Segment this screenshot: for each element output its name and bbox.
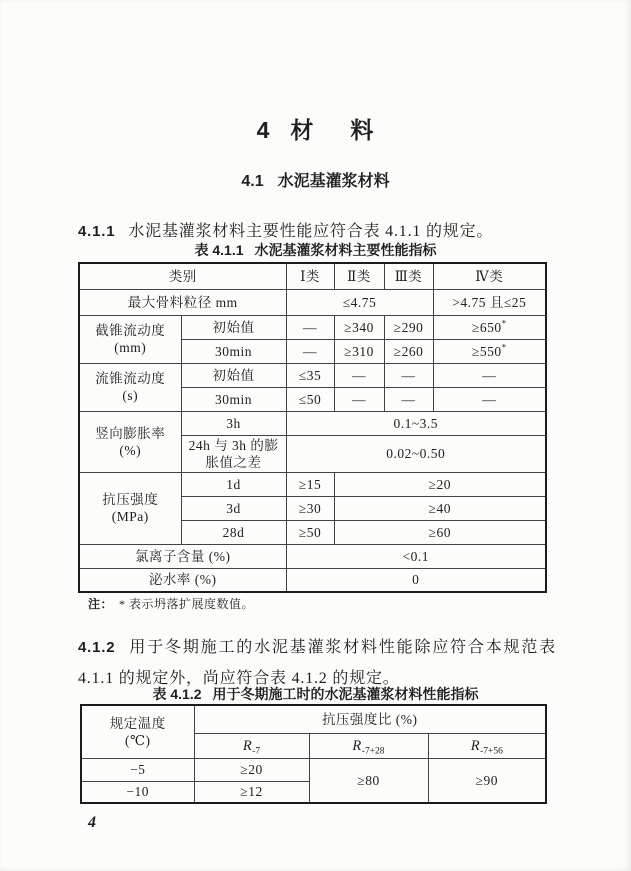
table-row (79, 363, 546, 387)
cell-line: (℃) (124, 732, 151, 748)
t1-cone-initial-c2: ≥340 (334, 315, 384, 339)
table-4-1-1-caption-title: 水泥基灌浆材料主要性能指标 (254, 242, 437, 258)
t1-header-class3: Ⅲ类 (384, 263, 433, 289)
table-4-1-2-caption-label: 表 4.1.2 (152, 686, 202, 702)
table-4-1-1-caption (0, 240, 631, 260)
t2-header-ratio: 抗压强度比 (%) (194, 705, 546, 733)
t1-flow-initial-c3: — (384, 363, 433, 387)
table-4-1-2-caption (0, 684, 631, 704)
t1-strength-28d-rest: ≥60 (334, 520, 546, 544)
t1-cone-initial-c3: ≥290 (384, 315, 433, 339)
r-symbol: R (352, 737, 362, 754)
t1-strength-3d-c1: ≥30 (286, 496, 334, 520)
chapter-title (0, 112, 631, 145)
cell-line: (mm) (114, 340, 147, 355)
t1-expansion-3h-label: 3h (181, 411, 286, 435)
t1-aggregate-label: 最大骨料粒径 mm (79, 289, 286, 315)
t1-cone-initial-c4 (433, 315, 546, 339)
table-row (81, 758, 546, 781)
cell-line: (s) (122, 388, 139, 403)
t1-flow-30min-label: 30min (181, 387, 286, 411)
t1-strength-28d-label: 28d (181, 520, 286, 544)
t1-strength-1d-label: 1d (181, 472, 286, 496)
t1-cone-30min-c3: ≥260 (384, 339, 433, 363)
t1-aggregate-v4: >4.75 且≤25 (433, 289, 546, 315)
t1-cone-30min-c1: — (286, 339, 334, 363)
t1-chloride-label: 氯离子含量 (%) (79, 544, 286, 568)
table-row (79, 263, 546, 289)
t2-header-r7-28 (309, 733, 428, 758)
t1-flow-initial-c1: ≤35 (286, 363, 334, 387)
t1-cone-30min-c4 (433, 339, 546, 363)
r-subscript: -7 (252, 746, 261, 757)
t1-cone-30min-c2: ≥310 (334, 339, 384, 363)
table-4-1-1-note (88, 595, 254, 612)
t1-expansion-24h-label: 24h 与 3h 的膨胀值之差 (181, 435, 286, 472)
t2-merged-r7-56: ≥90 (428, 758, 546, 803)
t1-strength-1d-rest: ≥20 (334, 472, 546, 496)
page-number: 4 (88, 814, 96, 831)
t1-cone-label (79, 315, 181, 363)
t1-chloride-value: <0.1 (286, 544, 546, 568)
cell-line: (%) (119, 442, 142, 458)
t1-flow-30min-c3: — (384, 387, 433, 411)
t1-expansion-24h-value: 0.02~0.50 (286, 435, 546, 472)
t1-cone-initial-c1: — (286, 315, 334, 339)
r-subscript: -7+56 (480, 746, 503, 757)
footnote-marker: * (501, 342, 507, 352)
table-4-1-2-caption-title: 用于冬期施工时的水泥基灌浆材料性能指标 (212, 686, 479, 702)
t1-strength-3d-rest: ≥40 (334, 496, 546, 520)
r-subscript: -7+28 (361, 746, 385, 757)
t1-expansion-label (79, 411, 181, 472)
table-row (79, 472, 546, 496)
section-heading (0, 168, 631, 191)
t1-header-class2: Ⅱ类 (334, 263, 384, 289)
t1-strength-label (79, 472, 181, 544)
t1-flow-label (79, 363, 181, 411)
t2-row2-r7: ≥12 (194, 781, 309, 803)
table-row (79, 411, 546, 435)
note-text: * 表示坍落扩展度数值。 (119, 597, 255, 611)
table-row (79, 315, 546, 339)
chapter-title-word1: 材 (290, 117, 315, 143)
r-symbol: R (242, 737, 253, 754)
table-4-1-2 (80, 704, 547, 804)
t2-header-r7 (194, 733, 309, 758)
table-row (79, 544, 546, 568)
t1-flow-30min-c1: ≤50 (286, 387, 334, 411)
chapter-number: 4 (256, 117, 271, 143)
t1-expansion-3h-value: 0.1~3.5 (286, 411, 546, 435)
section-title: 水泥基灌浆材料 (277, 173, 390, 190)
r-symbol: R (470, 737, 481, 754)
cell-line: 抗压强度 (102, 492, 159, 507)
t2-header-r7-56 (428, 733, 546, 758)
clause-4-1-2-number: 4.1.2 (78, 639, 116, 656)
table-row (79, 289, 546, 315)
clause-4-1-2-text: 用于冬期施工的水泥基灌浆材料性能除应符合本规范表 4.1.1 的规定外，尚应符合表 4.1.2 的规定。 (78, 639, 556, 687)
cell-line: 截锥流动度 (95, 323, 166, 338)
t2-row1-r7: ≥20 (194, 758, 309, 781)
t2-row1-temp: −5 (81, 758, 194, 781)
table-row (81, 705, 546, 733)
t2-merged-r7-28: ≥80 (309, 758, 428, 803)
cell-line: 规定温度 (109, 715, 166, 731)
t1-strength-28d-c1: ≥50 (286, 520, 334, 544)
t1-cone-30min-label: 30min (181, 339, 286, 363)
table-row (79, 568, 546, 592)
cell-value: ≥550 (471, 343, 502, 359)
cell-value: ≥650 (471, 319, 502, 335)
cell-line: 流锥流动度 (95, 371, 166, 386)
t1-bleeding-label: 泌水率 (%) (79, 568, 286, 592)
t1-flow-30min-c4: — (433, 387, 546, 411)
clause-4-1-1-text: 水泥基灌浆材料主要性能应符合表 4.1.1 的规定。 (128, 223, 494, 240)
chapter-title-word2: 料 (350, 117, 375, 143)
t2-row2-temp: −10 (81, 781, 194, 803)
table-4-1-1-caption-label: 表 4.1.1 (194, 242, 244, 258)
table-4-1-1 (78, 262, 547, 593)
t1-aggregate-v123: ≤4.75 (286, 289, 433, 315)
note-label: 注： (88, 597, 114, 611)
t1-header-class4: Ⅳ类 (433, 263, 546, 289)
t1-header-class1: Ⅰ类 (286, 263, 334, 289)
t1-flow-30min-c2: — (334, 387, 384, 411)
cell-line: (MPa) (111, 509, 149, 524)
t1-flow-initial-c2: — (334, 363, 384, 387)
t1-flow-initial-c4: — (433, 363, 546, 387)
t2-header-temperature (81, 705, 194, 758)
t1-strength-3d-label: 3d (181, 496, 286, 520)
footnote-marker: * (501, 318, 507, 328)
section-number: 4.1 (241, 173, 264, 190)
t1-bleeding-value: 0 (286, 568, 546, 592)
t1-strength-1d-c1: ≥15 (286, 472, 334, 496)
t1-header-category: 类别 (79, 263, 286, 289)
cell-line: 竖向膨胀率 (95, 425, 166, 441)
clause-4-1-1-number: 4.1.1 (78, 223, 116, 240)
t1-flow-initial-label: 初始值 (181, 363, 286, 387)
t1-cone-initial-label: 初始值 (181, 315, 286, 339)
